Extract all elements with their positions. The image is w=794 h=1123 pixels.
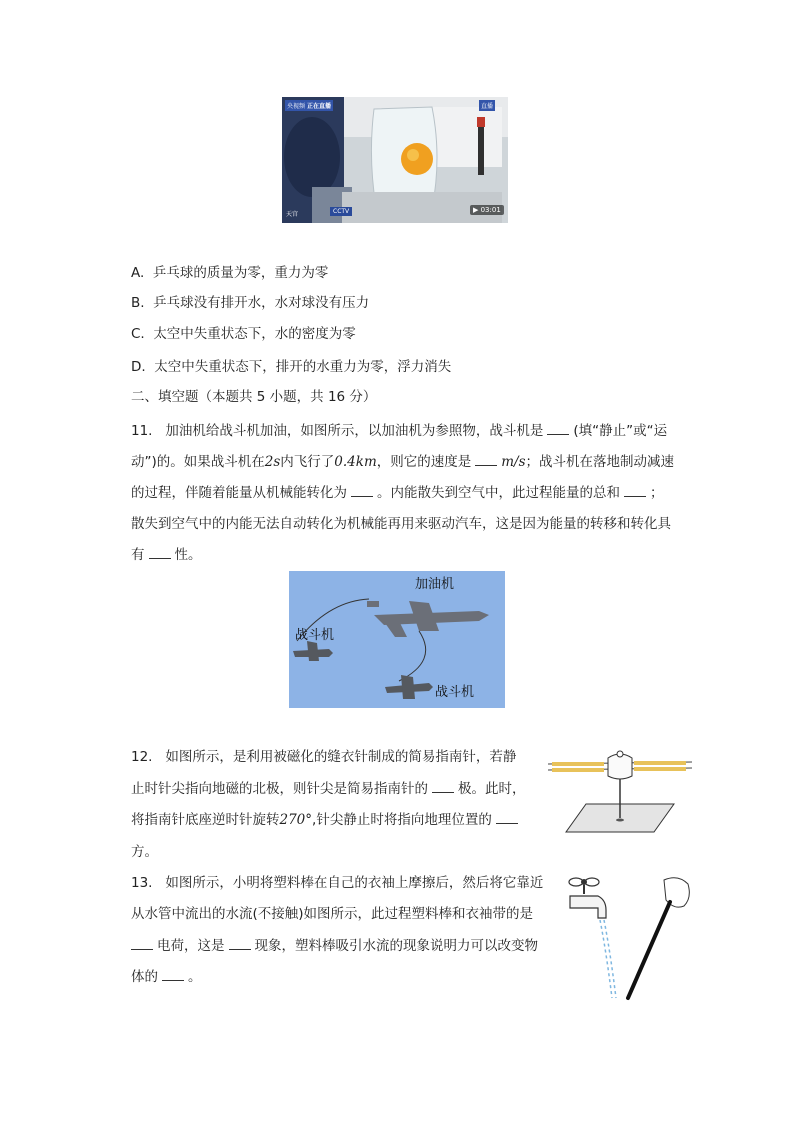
q13-line-4: 体的 。 (131, 969, 202, 985)
q13-blank-3[interactable] (162, 968, 184, 981)
q11-blank-2[interactable] (475, 453, 497, 466)
q12-blank-2[interactable] (496, 811, 518, 824)
q13-line-2: 从水管中流出的水流(不接触)如图所示，此过程塑料棒和衣袖带的是 (131, 906, 534, 922)
q10-option-c: C. 太空中失重状态下，水的密度为零 (131, 326, 356, 342)
q12-blank-1[interactable] (432, 780, 454, 793)
label-fighter-1: 战斗机 (295, 628, 335, 643)
q12-line-4: 方。 (131, 844, 158, 860)
section2-heading: 二、填空题（本题共 5 小题，共 16 分） (131, 389, 377, 405)
q11-blank-1[interactable] (547, 422, 569, 435)
video-badge-left: 央视频 正在直播 (285, 100, 333, 111)
q13-blank-2[interactable] (229, 937, 251, 950)
q11-line-4: 散失到空气中的内能无法自动转化为机械能再用来驱动汽车，这是因为能量的转移和转化具 (131, 516, 671, 532)
video-duration-button[interactable]: ▶ 03:01 (470, 205, 504, 215)
label-fighter-2: 战斗机 (435, 685, 475, 700)
video-caption-center: CCTV (330, 207, 352, 216)
q12-line-2: 止时针尖指向地磁的北极，则针尖是简易指南针的 极。此时， (131, 781, 526, 797)
q12-line-1: 12. 如图所示，是利用被磁化的缝衣针制成的简易指南针，若静 (131, 749, 517, 765)
q12-line-3: 将指南针底座逆时针旋转270°,针尖静止时将指向地理位置的 (131, 810, 522, 830)
q13-line-1: 13. 如图所示，小明将塑料棒在自己的衣袖上摩擦后，然后将它靠近 (131, 875, 544, 891)
q13-line-3: 电荷，这是 现象，塑料棒吸引水流的现象说明力可以改变物 (131, 936, 538, 956)
figure-refueling-planes (289, 571, 505, 708)
q11-line-5: 有 性。 (131, 547, 202, 563)
q13-blank-1[interactable] (131, 937, 153, 950)
figure-space-station-video (282, 97, 508, 223)
faucet-illustration (566, 870, 694, 1002)
label-tanker: 加油机 (415, 577, 455, 592)
needle-illustration (546, 740, 694, 840)
video-badge-right: 直播 (479, 100, 495, 111)
figure-faucet-rod (566, 870, 694, 1002)
q10-option-a: A. 乒乓球的质量为零，重力为零 (131, 265, 329, 281)
q11-blank-4[interactable] (624, 484, 646, 497)
video-caption-left: 天宫 (286, 211, 299, 218)
q11-line-1: 11. 加油机给战斗机加油，如图所示，以加油机为参照物，战斗机是 (填“静止”或“运 (131, 423, 668, 439)
q11-line-2: 动”)的。如果战斗机在2s内飞行了0.4km，则它的速度是 m/s；战斗机在落地制动减速 (131, 454, 675, 470)
q11-blank-5[interactable] (149, 546, 171, 559)
figure-compass-needle (546, 740, 694, 840)
q11-blank-3[interactable] (351, 484, 373, 497)
q10-option-d: D. 太空中失重状态下，排开的水重力为零，浮力消失 (131, 359, 452, 375)
q11-line-3: 的过程，伴随着能量从机械能转化为 。内能散失到空气中，此过程能量的总和 ； (131, 485, 664, 501)
q10-option-b: B. 乒乓球没有排开水，水对球没有压力 (131, 295, 370, 311)
